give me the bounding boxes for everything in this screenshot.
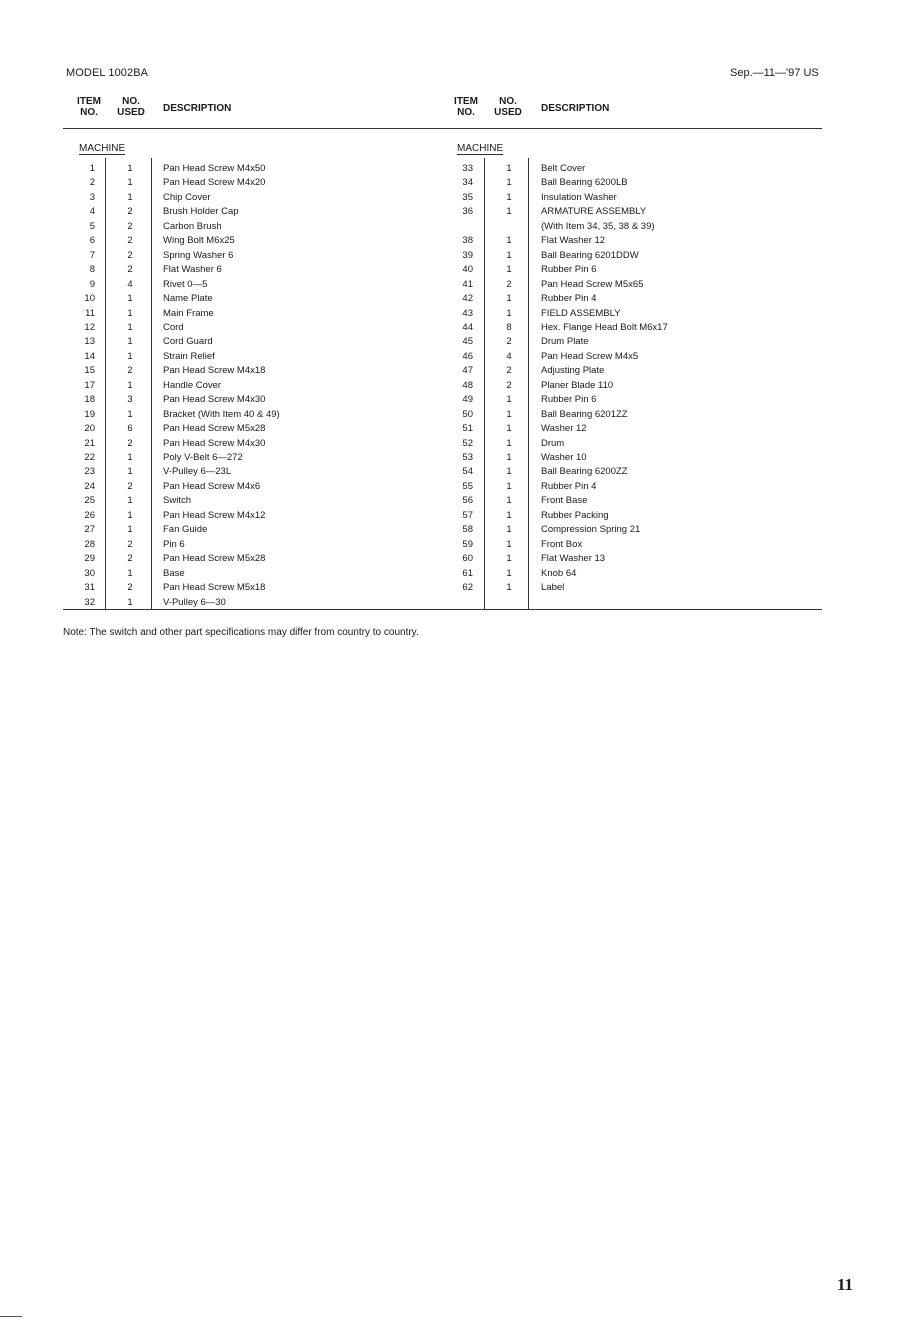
quantity-used: 1 xyxy=(506,466,512,478)
item-number: 21 xyxy=(84,437,95,449)
table-row xyxy=(60,393,440,407)
table-row xyxy=(437,538,827,552)
table-row xyxy=(437,581,827,595)
table-row xyxy=(437,364,827,378)
quantity-used: 1 xyxy=(506,264,512,276)
item-number: 18 xyxy=(84,394,95,406)
item-number: 22 xyxy=(84,452,95,463)
part-description: FIELD ASSEMBLY xyxy=(541,307,621,319)
part-description: Pan Head Screw M5x18 xyxy=(163,582,266,594)
part-description: Ball Bearing 6201ZZ xyxy=(541,408,628,420)
corner-mark xyxy=(0,1316,22,1317)
table-row xyxy=(60,205,440,219)
item-number: 27 xyxy=(84,524,95,536)
quantity-used: 1 xyxy=(506,480,512,492)
header-used-line2: USED xyxy=(117,107,145,118)
item-number: 59 xyxy=(462,538,473,550)
quantity-used: 1 xyxy=(506,307,512,319)
table-row xyxy=(437,552,827,566)
part-description: Rubber Pin 4 xyxy=(541,293,597,305)
part-description: Chip Cover xyxy=(163,191,211,203)
table-row xyxy=(60,335,440,349)
part-description: V-Pulley 6—23L xyxy=(163,466,232,478)
part-description: Poly V-Belt 6—272 xyxy=(163,452,243,463)
quantity-used: 2 xyxy=(127,553,133,565)
quantity-used: 4 xyxy=(506,350,512,362)
part-description: Spring Washer 6 xyxy=(163,249,234,261)
part-description: Main Frame xyxy=(163,307,214,319)
part-description: Pan Head Screw M4x30 xyxy=(163,437,266,449)
item-number: 10 xyxy=(84,293,95,305)
quantity-used: 1 xyxy=(127,495,133,507)
table-row xyxy=(60,176,440,190)
note-text: Note: The switch and other part specifications may differ from country to country. xyxy=(63,627,419,638)
item-number: 36 xyxy=(462,206,473,218)
table-row xyxy=(437,451,827,465)
quantity-used: 2 xyxy=(127,220,133,232)
item-number: 9 xyxy=(89,278,95,290)
item-number: 1 xyxy=(89,163,95,174)
quantity-used: 2 xyxy=(127,582,133,594)
quantity-used: 2 xyxy=(506,278,512,290)
item-number: 61 xyxy=(462,567,473,579)
table-row xyxy=(60,465,440,479)
quantity-used: 1 xyxy=(506,163,512,174)
table-row xyxy=(437,480,827,494)
table-row xyxy=(437,278,827,292)
header-item-no-right xyxy=(449,96,483,118)
quantity-used: 3 xyxy=(127,394,133,406)
header-rule xyxy=(63,128,822,129)
header-description-left: DESCRIPTION xyxy=(163,103,232,114)
quantity-used: 1 xyxy=(506,423,512,435)
quantity-used: 1 xyxy=(506,437,512,449)
part-description: Flat Washer 6 xyxy=(163,264,222,276)
part-description: Pan Head Screw M4x30 xyxy=(163,394,266,406)
table-row xyxy=(437,249,827,263)
table-row xyxy=(60,480,440,494)
part-description: Knob 64 xyxy=(541,567,577,579)
header-used-line2: USED xyxy=(494,107,522,118)
part-description: Fan Guide xyxy=(163,524,208,536)
part-description: Carbon Brush xyxy=(163,220,222,232)
item-number: 17 xyxy=(84,379,95,391)
quantity-used: 1 xyxy=(127,452,133,463)
item-number: 32 xyxy=(84,596,95,608)
item-number: 54 xyxy=(462,466,473,478)
item-number: 49 xyxy=(462,394,473,406)
table-row xyxy=(437,335,827,349)
item-number: 5 xyxy=(89,220,95,232)
quantity-used: 2 xyxy=(506,336,512,348)
table-row xyxy=(60,263,440,277)
table-row xyxy=(60,581,440,595)
quantity-used: 1 xyxy=(506,235,512,247)
quantity-used: 2 xyxy=(127,264,133,276)
part-description: Bracket (With Item 40 & 49) xyxy=(163,408,280,420)
table-row xyxy=(60,321,440,335)
quantity-used: 1 xyxy=(127,163,133,174)
table-row xyxy=(60,292,440,306)
part-description: Ball Bearing 6201DDW xyxy=(541,249,639,261)
quantity-used: 1 xyxy=(506,509,512,521)
table-row xyxy=(437,408,827,422)
quantity-used: 1 xyxy=(127,350,133,362)
quantity-used: 1 xyxy=(506,553,512,565)
quantity-used: 1 xyxy=(506,408,512,420)
part-description: Pan Head Screw M5x65 xyxy=(541,278,644,290)
part-description: Rubber Packing xyxy=(541,509,609,521)
quantity-used: 2 xyxy=(506,365,512,377)
quantity-used: 1 xyxy=(506,191,512,203)
part-description: Front Box xyxy=(541,538,583,550)
quantity-used: 2 xyxy=(127,538,133,550)
item-number: 29 xyxy=(84,553,95,565)
item-number: 4 xyxy=(89,206,95,218)
header-no-used-left xyxy=(111,96,151,118)
part-description: Cord Guard xyxy=(163,336,213,348)
table-row xyxy=(60,552,440,566)
part-description: Wing Bolt M6x25 xyxy=(163,235,235,247)
item-number: 13 xyxy=(84,336,95,348)
part-description: Strain Relief xyxy=(163,350,215,362)
part-description: Brush Holder Cap xyxy=(163,206,239,218)
quantity-used: 1 xyxy=(127,567,133,579)
item-number: 48 xyxy=(462,379,473,391)
part-description: Pin 6 xyxy=(163,538,185,550)
part-description: Cord xyxy=(163,321,184,333)
part-description: Front Base xyxy=(541,495,588,507)
quantity-used: 2 xyxy=(127,249,133,261)
quantity-used: 1 xyxy=(127,524,133,536)
table-row xyxy=(60,350,440,364)
table-row xyxy=(60,422,440,436)
quantity-used: 1 xyxy=(506,177,512,189)
part-description: Washer 12 xyxy=(541,423,587,435)
table-row xyxy=(437,379,827,393)
table-row xyxy=(437,465,827,479)
table-row xyxy=(60,234,440,248)
part-description: Pan Head Screw M4x5 xyxy=(541,350,639,362)
table-row xyxy=(437,422,827,436)
page-number: 11 xyxy=(837,1275,854,1294)
part-description: Belt Cover xyxy=(541,163,586,174)
quantity-used: 1 xyxy=(127,177,133,189)
table-row xyxy=(437,220,827,234)
table-row xyxy=(437,234,827,248)
quantity-used: 8 xyxy=(506,321,512,333)
quantity-used: 1 xyxy=(506,582,512,594)
part-description: Rivet 0—5 xyxy=(163,278,208,290)
quantity-used: 2 xyxy=(127,437,133,449)
quantity-used: 4 xyxy=(127,278,133,290)
item-number: 3 xyxy=(89,191,95,203)
item-number: 14 xyxy=(84,350,95,362)
table-row xyxy=(60,596,440,610)
header-used-line1: NO. xyxy=(499,96,517,107)
part-description: Washer 10 xyxy=(541,452,587,463)
item-number: 11 xyxy=(85,307,95,319)
item-number: 43 xyxy=(462,307,473,319)
part-description: Label xyxy=(541,582,565,594)
item-number: 20 xyxy=(84,423,95,435)
table-row xyxy=(437,567,827,581)
item-number: 45 xyxy=(462,336,473,348)
quantity-used: 2 xyxy=(127,480,133,492)
quantity-used: 2 xyxy=(506,379,512,391)
quantity-used: 1 xyxy=(506,206,512,218)
table-row xyxy=(60,538,440,552)
table-row xyxy=(60,307,440,321)
header-item-line1: ITEM xyxy=(454,96,478,107)
part-description: Base xyxy=(163,567,185,579)
table-row xyxy=(437,393,827,407)
item-number: 24 xyxy=(84,480,95,492)
item-number: 28 xyxy=(84,538,95,550)
part-description: Rubber Pin 6 xyxy=(541,394,597,406)
part-description: Ball Bearing 6200ZZ xyxy=(541,466,628,478)
table-row xyxy=(60,364,440,378)
item-number: 55 xyxy=(462,480,473,492)
model-label: MODEL 1002BA xyxy=(66,67,149,79)
part-description: Name Plate xyxy=(163,293,213,305)
quantity-used: 2 xyxy=(127,235,133,247)
part-description: Handle Cover xyxy=(163,379,222,391)
part-description: Switch xyxy=(163,495,191,507)
table-row xyxy=(60,278,440,292)
table-row xyxy=(60,220,440,234)
part-description: Compression Spring 21 xyxy=(541,524,641,536)
item-number: 34 xyxy=(462,177,473,189)
table-row xyxy=(437,307,827,321)
item-number: 41 xyxy=(462,278,473,290)
part-description: Flat Washer 12 xyxy=(541,235,606,247)
header-item-line2: NO. xyxy=(80,107,98,118)
quantity-used: 1 xyxy=(127,321,133,333)
item-number: 42 xyxy=(462,293,473,305)
table-row xyxy=(437,509,827,523)
table-row xyxy=(437,350,827,364)
item-number: 46 xyxy=(462,350,473,362)
part-description: Insulation Washer xyxy=(541,191,617,203)
part-description: Pan Head Screw M5x28 xyxy=(163,423,266,435)
print-date: Sep.—11—'97 US xyxy=(730,67,819,79)
quantity-used: 2 xyxy=(127,206,133,218)
part-description: Hex. Flange Head Bolt M6x17 xyxy=(541,321,668,333)
table-row xyxy=(60,379,440,393)
table-row xyxy=(437,437,827,451)
part-description: (With Item 34, 35, 38 & 39) xyxy=(541,220,655,232)
quantity-used: 1 xyxy=(127,408,133,420)
table-row xyxy=(60,191,440,205)
header-description-right: DESCRIPTION xyxy=(541,103,610,114)
quantity-used: 1 xyxy=(506,524,512,536)
table-row xyxy=(60,408,440,422)
table-row xyxy=(437,162,827,176)
item-number: 7 xyxy=(89,249,95,261)
quantity-used: 1 xyxy=(127,191,133,203)
quantity-used: 1 xyxy=(127,509,133,521)
part-description: Ball Bearing 6200LB xyxy=(541,177,628,189)
quantity-used: 1 xyxy=(506,495,512,507)
part-description: Pan Head Screw M4x18 xyxy=(163,365,266,377)
item-number: 23 xyxy=(84,466,95,478)
table-row xyxy=(60,523,440,537)
table-row xyxy=(60,494,440,508)
table-row xyxy=(60,509,440,523)
item-number: 52 xyxy=(462,437,473,449)
table-row xyxy=(437,292,827,306)
item-number: 38 xyxy=(462,235,473,247)
part-description: Pan Head Screw M4x6 xyxy=(163,480,261,492)
quantity-used: 1 xyxy=(127,379,133,391)
part-description: ARMATURE ASSEMBLY xyxy=(541,206,647,218)
item-number: 39 xyxy=(462,249,473,261)
item-number: 6 xyxy=(89,235,95,247)
quantity-used: 1 xyxy=(506,293,512,305)
item-number: 19 xyxy=(84,408,95,420)
table-row xyxy=(437,321,827,335)
part-description: Pan Head Screw M5x28 xyxy=(163,553,266,565)
quantity-used: 1 xyxy=(506,567,512,579)
quantity-used: 1 xyxy=(127,336,133,348)
section-label-text: MACHINE xyxy=(79,143,126,154)
item-number: 57 xyxy=(462,509,473,521)
item-number: 40 xyxy=(462,264,473,276)
item-number: 30 xyxy=(84,567,95,579)
part-description: Pan Head Screw M4x20 xyxy=(163,177,266,189)
item-number: 2 xyxy=(89,177,95,189)
part-description: Pan Head Screw M4x12 xyxy=(163,509,266,521)
part-description: Planer Blade 110 xyxy=(541,379,614,391)
quantity-used: 1 xyxy=(506,249,512,261)
item-number: 12 xyxy=(84,321,95,333)
item-number: 33 xyxy=(462,163,473,174)
item-number: 51 xyxy=(462,423,473,435)
section-label-left xyxy=(79,143,125,154)
quantity-used: 1 xyxy=(127,596,133,608)
quantity-used: 2 xyxy=(127,365,133,377)
quantity-used: 1 xyxy=(506,394,512,406)
header-item-line1: ITEM xyxy=(77,96,101,107)
part-description: V-Pulley 6—30 xyxy=(163,596,226,608)
part-description: Drum xyxy=(541,437,565,449)
part-description: Flat Washer 13 xyxy=(541,553,606,565)
table-row xyxy=(60,567,440,581)
item-number: 35 xyxy=(462,191,473,203)
item-number: 60 xyxy=(462,553,473,565)
quantity-used: 1 xyxy=(506,538,512,550)
table-row xyxy=(60,451,440,465)
item-number: 44 xyxy=(462,321,473,333)
table-row xyxy=(437,191,827,205)
item-number: 25 xyxy=(84,495,95,507)
table-row xyxy=(60,162,440,176)
part-description: Rubber Pin 4 xyxy=(541,480,597,492)
header-no-used-right xyxy=(488,96,528,118)
item-number: 56 xyxy=(462,495,473,507)
part-description: Rubber Pin 6 xyxy=(541,264,597,276)
item-number: 31 xyxy=(84,582,95,594)
table-row xyxy=(437,494,827,508)
item-number: 26 xyxy=(84,509,95,521)
quantity-used: 1 xyxy=(506,452,512,463)
table-row xyxy=(437,263,827,277)
item-number: 58 xyxy=(462,524,473,536)
item-number: 62 xyxy=(462,582,473,594)
quantity-used: 1 xyxy=(127,307,133,319)
table-row xyxy=(437,205,827,219)
item-number: 15 xyxy=(84,365,95,377)
section-label-text: MACHINE xyxy=(457,143,504,154)
table-row xyxy=(437,523,827,537)
part-description: Drum Plate xyxy=(541,336,589,348)
table-row xyxy=(60,249,440,263)
quantity-used: 1 xyxy=(127,293,133,305)
item-number: 47 xyxy=(462,365,473,377)
quantity-used: 6 xyxy=(127,423,133,435)
item-number: 50 xyxy=(462,408,473,420)
item-number: 53 xyxy=(462,452,473,463)
header-item-line2: NO. xyxy=(457,107,475,118)
table-row xyxy=(437,176,827,190)
quantity-used: 1 xyxy=(127,466,133,478)
part-description: Pan Head Screw M4x50 xyxy=(163,163,266,174)
table-row xyxy=(60,437,440,451)
part-description: Adjusting Plate xyxy=(541,365,605,377)
header-item-no-left xyxy=(72,96,106,118)
header-used-line1: NO. xyxy=(122,96,140,107)
section-label-right xyxy=(457,143,503,154)
item-number: 8 xyxy=(89,264,95,276)
